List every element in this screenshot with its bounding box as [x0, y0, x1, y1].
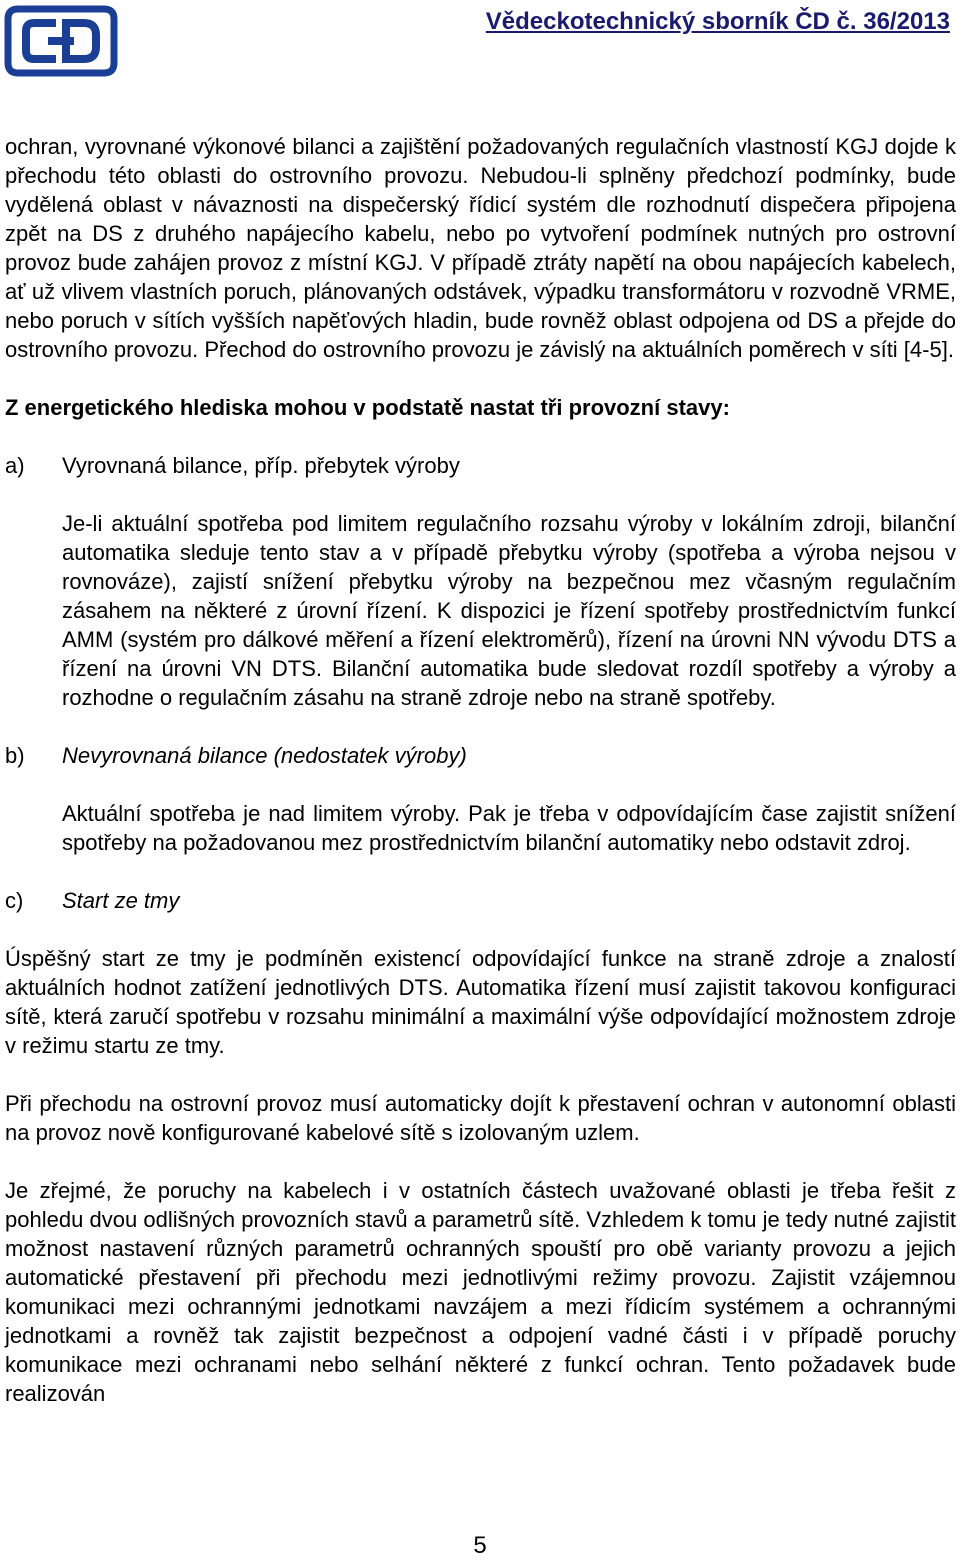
section-heading: Z energetického hlediska mohou v podstatě nastat tři provozní stavy: — [5, 395, 730, 420]
paragraph: Je zřejmé, že poruchy na kabelech i v ostatních částech uvažované oblasti je třeba řešit z pohledu dvou odlišných provozních stavů a parametrů sítě. Vzhledem k tomu je tedy nutné zajistit možnost nastavení různých parametrů ochranných spouští pro obě varianty provozu a jejich automatické přestavení při přechodu mezi jednotlivými režimy provozu. Zajistit vzájemnou komunikaci mezi ochrannými jednotkami navzájem a mezi řídicím systémem a ochrannými jednotkami a rovněž tak zajistit bezpečnost a odpojení vadné části i v případě poruchy komunikace mezi ochranami nebo selhání některé z funkcí ochran. Tento požadavek bude realizován — [5, 1178, 956, 1406]
list-item-b-text: Aktuální spotřeba je nad limitem výroby. Pak je třeba v odpovídajícím čase zajistit snížení spotřeby na požadovanou mez prostřednictvím bilanční automatiky nebo odstavit zdroj. — [62, 801, 956, 855]
list-item-title: Nevyrovnaná bilance (nedostatek výroby) — [62, 743, 467, 768]
list-item-a-text: Je-li aktuální spotřeba pod limitem regulačního rozsahu výroby v lokálním zdroji, bilanční automatika sleduje tento stav a v případě přebytku výroby (spotřeba a výroba nejsou v rovnováze), zajistí snížení přebytku výroby na bezpečnou mez včasným regulačním zásahem na některé z úrovní řízení. K dispozici je řízení spotřeby prostřednictvím funkcí AMM (systém pro dálkové měření a řízení elektroměrů), řízení na úrovni NN vývodu DTS a řízení na úrovni VN DTS. Bilanční automatika bude sledovat rozdíl spotřeby a výroby a rozhodne o regulačním zásahu na straně zdroje nebo na straně spotřeby. — [62, 511, 956, 710]
list-marker: c) — [5, 888, 24, 913]
list-item-a-header — [5, 451, 956, 480]
journal-title: Vědeckotechnický sborník ČD č. 36/2013 — [485, 8, 950, 35]
paragraph: Úspěšný start ze tmy je podmíněn existencí odpovídající funkce na straně zdroje a znalostí aktuálních hodnot zatížení jednotlivých DTS. Automatika řízení musí zajistit takovou konfiguraci sítě, která zaručí spotřebu v rozsahu minimální a maximální výše odpovídající možnostem zdroje v režimu startu ze tmy. — [5, 946, 956, 1058]
list-item-b-header — [5, 741, 956, 770]
paragraph: Při přechodu na ostrovní provoz musí automaticky dojít k přestavení ochran v autonomní oblasti na provoz nově konfigurované kabelové sítě s izolovaným uzlem. — [5, 1091, 956, 1145]
page-header — [0, 0, 960, 90]
article-body — [5, 132, 956, 1437]
list-item-title: Vyrovnaná bilance, příp. přebytek výroby — [62, 453, 460, 478]
page-number: 5 — [473, 1532, 487, 1559]
list-item-title: Start ze tmy — [62, 888, 180, 913]
list-marker: b) — [5, 743, 25, 768]
list-item-c-header — [5, 886, 956, 915]
list-marker: a) — [5, 453, 25, 478]
cd-logo-icon — [4, 3, 118, 79]
paragraph: ochran, vyrovnané výkonové bilanci a zajištění požadovaných regulačních vlastností KGJ dojde k přechodu této oblasti do ostrovního provozu. Nebudou-li splněny předchozí podmínky, bude vydělená oblast v návaznosti na dispečerský řídicí systém dle rozhodnutí dispečera připojena zpět na DS z druhého napájecího kabelu, nebo po vytvoření podmínek nutných pro ostrovní provoz bude zahájen provoz z místní KGJ. V případě ztráty napětí na obou napájecích kabelech, ať už vlivem vlastních poruch, plánovaných odstávek, výpadku transformátoru v rozvodně VRME, nebo poruch v sítích vyšších napěťových hladin, bude rovněž oblast odpojena od DS a přejde do ostrovního provozu. Přechod do ostrovního provozu je závislý na aktuálních poměrech v síti [4-5]. — [5, 134, 956, 362]
